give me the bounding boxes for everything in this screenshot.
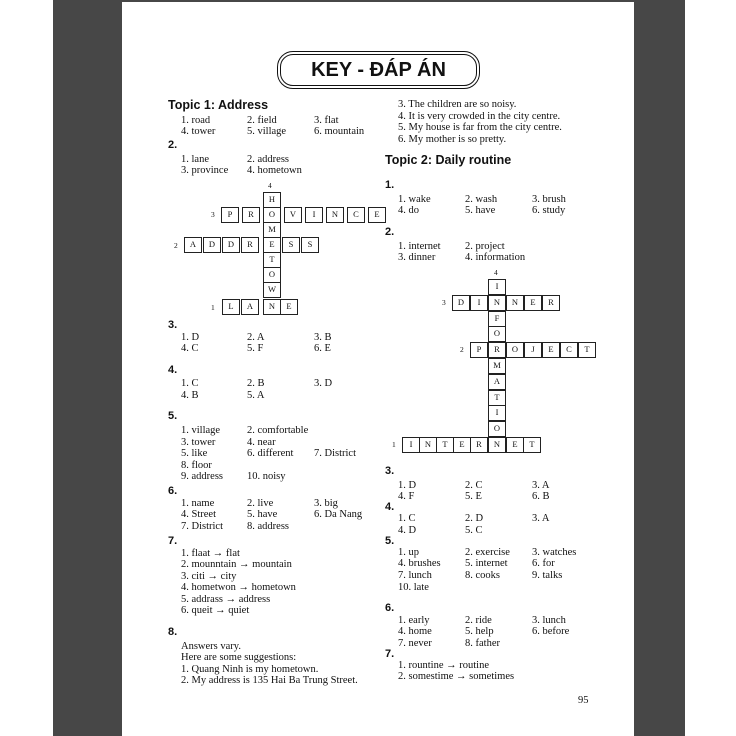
answer-item: 4. C <box>181 343 199 354</box>
crossword-cell: A <box>488 374 506 390</box>
crossword-cell: E <box>524 295 542 311</box>
answer-item: 3. big <box>314 498 338 509</box>
answer-item: 5. F <box>247 343 264 354</box>
clue-number: 4 <box>494 268 498 277</box>
crossword-cell: E <box>506 437 524 453</box>
answer-item: 8. floor <box>181 460 212 471</box>
answer-item: 10. late <box>398 582 429 593</box>
crossword-cell: E <box>280 299 298 315</box>
crossword-cell: W <box>263 282 281 298</box>
answer-item: 6. for <box>532 558 555 569</box>
answer-item: 1. up <box>398 547 419 558</box>
page-title: KEY - ĐÁP ÁN <box>280 54 477 86</box>
exercise-number: 4. <box>168 364 178 376</box>
crossword-cell: J <box>524 342 542 358</box>
answer-item: 5. A <box>247 390 265 401</box>
answer-item: 2. C <box>465 480 483 491</box>
crossword-cell: I <box>488 279 506 295</box>
exercise-number: 2. <box>168 139 178 151</box>
answer-item: 5. addrass → address <box>181 594 271 605</box>
answer-item: 1. rountine → routine <box>398 660 489 671</box>
answer-line: Answers vary. <box>181 641 241 652</box>
crossword-cell: O <box>263 267 281 283</box>
exercise-number: 2. <box>385 226 395 238</box>
answer-item: 4. hometwon → hometown <box>181 582 296 593</box>
answer-item: 4. F <box>398 491 415 502</box>
answer-item: 1. early <box>398 615 430 626</box>
answer-item: 6. B <box>532 491 550 502</box>
crossword-cell: T <box>523 437 541 453</box>
crossword-cell: R <box>488 342 506 358</box>
answer-item: 6. different <box>247 448 294 459</box>
exercise-number: 3. <box>385 465 395 477</box>
crossword-cell: R <box>242 207 260 223</box>
crossword-cell: O <box>488 326 506 342</box>
clue-number: 2 <box>460 345 464 354</box>
crossword-cell: O <box>506 342 524 358</box>
answer-item: 2. A <box>247 332 265 343</box>
answer-item: 4. brushes <box>398 558 441 569</box>
answer-item: 3. citi → city <box>181 571 237 582</box>
answer-item: 1. D <box>181 332 200 343</box>
answer-item: 3. brush <box>532 194 566 205</box>
answer-item: 2. field <box>247 115 277 126</box>
answer-item: 1. lane <box>181 154 209 165</box>
exercise-number: 7. <box>385 648 395 660</box>
answer-item: 7. District <box>181 521 223 532</box>
answer-item: 2. wash <box>465 194 498 205</box>
clue-number: 3 <box>211 210 215 219</box>
exercise-number: 3. <box>168 319 178 331</box>
answer-item: 4. near <box>247 437 276 448</box>
answer-item: 5. help <box>465 626 494 637</box>
crossword-cell: C <box>347 207 365 223</box>
crossword-cell: T <box>578 342 596 358</box>
crossword-cell: O <box>488 421 506 437</box>
answer-item: 8. father <box>465 638 500 649</box>
clue-number: 3 <box>442 298 446 307</box>
crossword-cell: E <box>542 342 560 358</box>
answer-item: 1. name <box>181 498 215 509</box>
crossword-cell: N <box>506 295 524 311</box>
answer-item: 3. A <box>532 513 550 524</box>
crossword-cell: A <box>184 237 202 253</box>
answer-item: 8. address <box>247 521 289 532</box>
crossword-cell: D <box>203 237 221 253</box>
answer-key-page <box>122 2 634 736</box>
answer-item: 4. home <box>398 626 432 637</box>
answer-item: 7. District <box>314 448 356 459</box>
exercise-number: 6. <box>168 485 178 497</box>
answer-item: 6. study <box>532 205 566 216</box>
answer-item: 3. B <box>314 332 332 343</box>
crossword-cell: P <box>470 342 488 358</box>
answer-item: 4. Street <box>181 509 216 520</box>
answer-item: 3. watches <box>532 547 577 558</box>
crossword-cell: D <box>222 237 240 253</box>
answer-item: 4. information <box>465 252 526 263</box>
answer-item: 1. C <box>398 513 416 524</box>
topic2-heading: Topic 2: Daily routine <box>385 153 512 167</box>
answer-item: 5. village <box>247 126 287 137</box>
crossword-cell: D <box>452 295 470 311</box>
answer-item: 9. talks <box>532 570 563 581</box>
crossword-cell: N <box>326 207 344 223</box>
answer-item: 8. cooks <box>465 570 500 581</box>
exercise-number: 5. <box>385 535 395 547</box>
crossword-cell: R <box>241 237 259 253</box>
crossword-cell: C <box>560 342 578 358</box>
answer-item: 1. C <box>181 378 199 389</box>
answer-item: 6. before <box>532 626 570 637</box>
crossword-cell: V <box>284 207 302 223</box>
answer-line: 5. My house is far from the city centre. <box>398 122 562 133</box>
crossword-cell: N <box>419 437 437 453</box>
crossword-cell: H <box>263 192 281 208</box>
exercise-number: 5. <box>168 410 178 422</box>
crossword-cell: M <box>488 358 506 374</box>
clue-number: 1 <box>392 440 396 449</box>
answer-item: 1. flaat → flat <box>181 548 240 559</box>
answer-item: 5. have <box>465 205 496 216</box>
crossword-cell: O <box>263 207 281 223</box>
exercise-number: 7. <box>168 535 178 547</box>
clue-number: 4 <box>268 181 272 190</box>
answer-item: 2. live <box>247 498 274 509</box>
answer-item: 2. B <box>247 378 265 389</box>
answer-line: 3. The children are so noisy. <box>398 99 517 110</box>
answer-item: 5. have <box>247 509 278 520</box>
crossword-cell: P <box>221 207 239 223</box>
answer-item: 2. D <box>465 513 484 524</box>
answer-item: 1. road <box>181 115 211 126</box>
crossword-cell: N <box>263 299 281 315</box>
clue-number: 1 <box>211 303 215 312</box>
answer-item: 1. village <box>181 425 221 436</box>
answer-item: 2. ride <box>465 615 492 626</box>
answer-line: Here are some suggestions: <box>181 652 297 663</box>
answer-item: 5. internet <box>465 558 508 569</box>
crossword-cell: E <box>453 437 471 453</box>
answer-item: 6. E <box>314 343 331 354</box>
answer-item: 5. C <box>465 525 483 536</box>
answer-item: 7. never <box>398 638 432 649</box>
crossword-cell: R <box>470 437 488 453</box>
answer-item: 2. comfortable <box>247 425 309 436</box>
answer-item: 2. mounntain → mountain <box>181 559 292 570</box>
crossword-cell: T <box>263 252 281 268</box>
answer-item: 3. A <box>532 480 550 491</box>
answer-item: 2. address <box>247 154 289 165</box>
crossword-cell: S <box>282 237 300 253</box>
answer-item: 1. wake <box>398 194 431 205</box>
exercise-number: 4. <box>385 501 395 513</box>
answer-item: 3. tower <box>181 437 216 448</box>
answer-item: 4. do <box>398 205 419 216</box>
crossword-cell: N <box>488 437 506 453</box>
answer-line: 6. My mother is so pretty. <box>398 134 507 145</box>
crossword-cell: I <box>402 437 420 453</box>
answer-item: 4. D <box>398 525 417 536</box>
exercise-number: 8. <box>168 626 178 638</box>
answer-line: 4. It is very crowded in the city centre. <box>398 111 561 122</box>
exercise-number: 6. <box>385 602 395 614</box>
crossword-cell: I <box>305 207 323 223</box>
page-number: 95 <box>578 695 589 706</box>
clue-number: 2 <box>174 241 178 250</box>
crossword-cell: N <box>488 295 506 311</box>
crossword-cell: L <box>222 299 240 315</box>
answer-line: 1. Quang Ninh is my hometown. <box>181 664 319 675</box>
crossword-cell: T <box>488 390 506 406</box>
answer-item: 4. B <box>181 390 199 401</box>
answer-item: 3. flat <box>314 115 339 126</box>
answer-item: 10. noisy <box>247 471 286 482</box>
answer-line: 2. My address is 135 Hai Ba Trung Street. <box>181 675 358 686</box>
answer-item: 2. somestime → sometimes <box>398 671 515 682</box>
answer-item: 1. internet <box>398 241 441 252</box>
crossword-cell: A <box>241 299 259 315</box>
answer-item: 2. exercise <box>465 547 510 558</box>
answer-item: 3. province <box>181 165 229 176</box>
crossword-cell: I <box>488 405 506 421</box>
crossword-cell: E <box>368 207 386 223</box>
answer-item: 2. project <box>465 241 505 252</box>
answer-item: 3. dinner <box>398 252 436 263</box>
answer-item: 9. address <box>181 471 223 482</box>
crossword-cell: R <box>542 295 560 311</box>
answer-item: 7. lunch <box>398 570 432 581</box>
answer-item: 6. mountain <box>314 126 365 137</box>
answer-item: 4. hometown <box>247 165 302 176</box>
answer-item: 3. lunch <box>532 615 566 626</box>
crossword-cell: E <box>263 237 281 253</box>
answer-item: 1. D <box>398 480 417 491</box>
answer-item: 6. Da Nang <box>314 509 363 520</box>
crossword-cell: F <box>488 311 506 327</box>
answer-item: 6. queit → quiet <box>181 605 250 616</box>
answer-item: 3. D <box>314 378 333 389</box>
crossword-cell: M <box>263 222 281 238</box>
crossword-cell: I <box>470 295 488 311</box>
exercise-number: 1. <box>385 179 395 191</box>
topic1-heading: Topic 1: Address <box>168 98 269 112</box>
title-box <box>277 51 480 89</box>
answer-item: 4. tower <box>181 126 216 137</box>
crossword-cell: T <box>436 437 454 453</box>
answer-item: 5. like <box>181 448 208 459</box>
answer-item: 5. E <box>465 491 482 502</box>
crossword-cell: S <box>301 237 319 253</box>
